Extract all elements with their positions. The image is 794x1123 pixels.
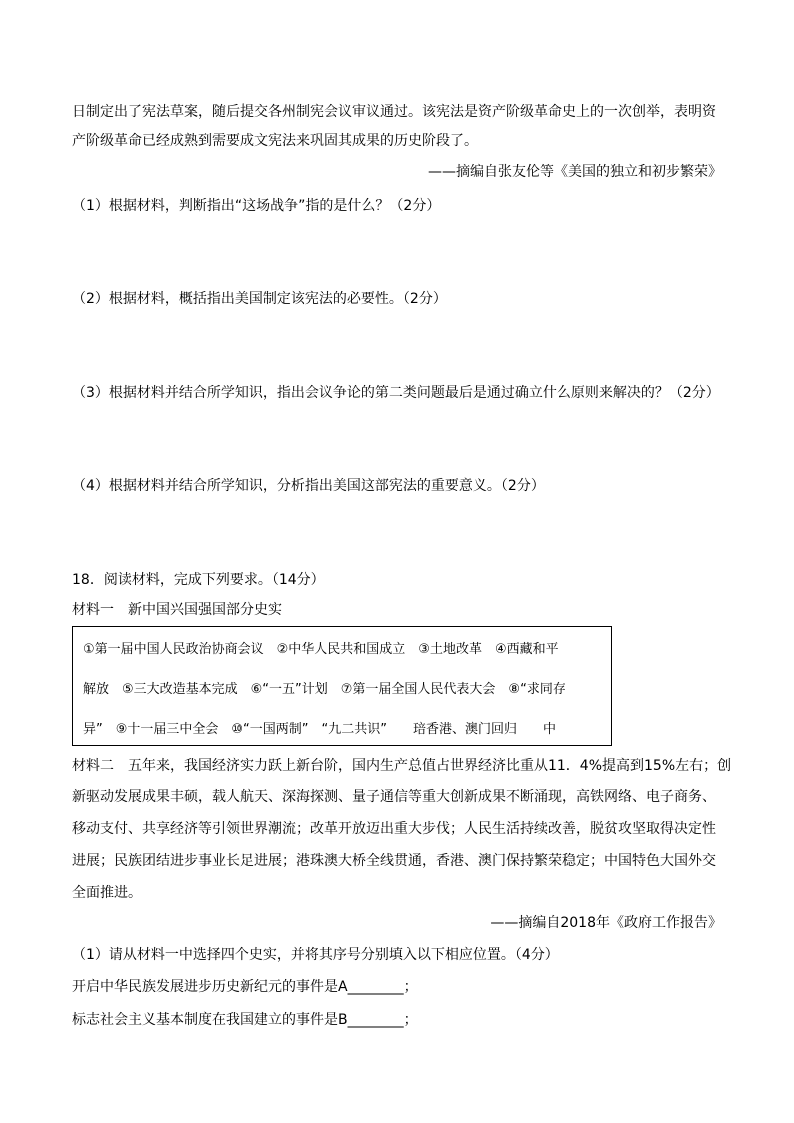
material-1-title: 材料一 新中国兴国强国部分史实: [72, 602, 282, 618]
box-line: ①第一届中国人民政治协商会议 ②中华人民共和国成立 ③土地改革 ④西藏和平: [83, 642, 559, 657]
material-2-line: 全面推进。: [72, 885, 142, 901]
paragraph-line: 产阶级革命已经成熟到需要成文宪法来巩固其成果的历史阶段了。: [72, 133, 478, 149]
material-2-source: ——摘编自2018年《政府工作报告》: [490, 915, 722, 931]
fill-blank-a: 开启中华民族发展进步历史新纪元的事件是A________；: [72, 979, 418, 995]
fill-blank-b: 标志社会主义基本制度在我国建立的事件是B________；: [72, 1012, 418, 1028]
question-17-2: （2）根据材料，概括指出美国制定该宪法的必要性。（2分）: [72, 291, 447, 307]
question-17-3: （3）根据材料并结合所学知识，指出会议争论的第二类问题最后是通过确立什么原则来解决的？（2分）: [72, 385, 720, 401]
material-2-line: 材料二 五年来，我国经济实力跃上新台阶，国内生产总值占世界经济比重从11．4%提高到15%左右；创: [72, 758, 732, 774]
question-18-1: （1）请从材料一中选择四个史实，并将其序号分别填入以下相应位置。（4分）: [72, 947, 559, 963]
material-2-line: 进展；民族团结进步事业长足进展；港珠澳大桥全线贯通，香港、澳门保持繁荣稳定；中国特色大国外交: [72, 853, 716, 869]
question-17-4: （4）根据材料并结合所学知识，分析指出美国这部宪法的重要意义。（2分）: [72, 478, 545, 494]
box-line: 异” ⑨十一届三中全会 ⑩“一国两制” “九二共识” 琣香港、澳门回归 中: [83, 722, 556, 737]
box-line: 解放 ⑤三大改造基本完成 ⑥“一五”计划 ⑦第一届全国人民代表大会 ⑧“求同存: [83, 682, 566, 697]
material-2-line: 移动支付、共享经济等引领世界潮流；改革开放迈出重大步伐；人民生活持续改善，脱贫攻坚取得决定性: [72, 821, 716, 837]
question-17-1: （1）根据材料，判断指出“这场战争”指的是什么？（2分）: [72, 198, 441, 214]
paragraph-line: 日制定出了宪法草案，随后提交各州制宪会议审议通过。该宪法是资产阶级革命史上的一次创举，表明资: [72, 104, 716, 120]
material-1-box: [72, 626, 612, 746]
question-18-heading: 18．阅读材料，完成下列要求。（14分）: [72, 572, 325, 588]
material-2-line: 新驱动发展成果丰硕，载人航天、深海探测、量子通信等重大创新成果不断涌现，高铁网络、电子商务、: [72, 789, 716, 805]
source-citation: ——摘编自张友伦等《美国的独立和初步繁荣》: [428, 164, 722, 180]
